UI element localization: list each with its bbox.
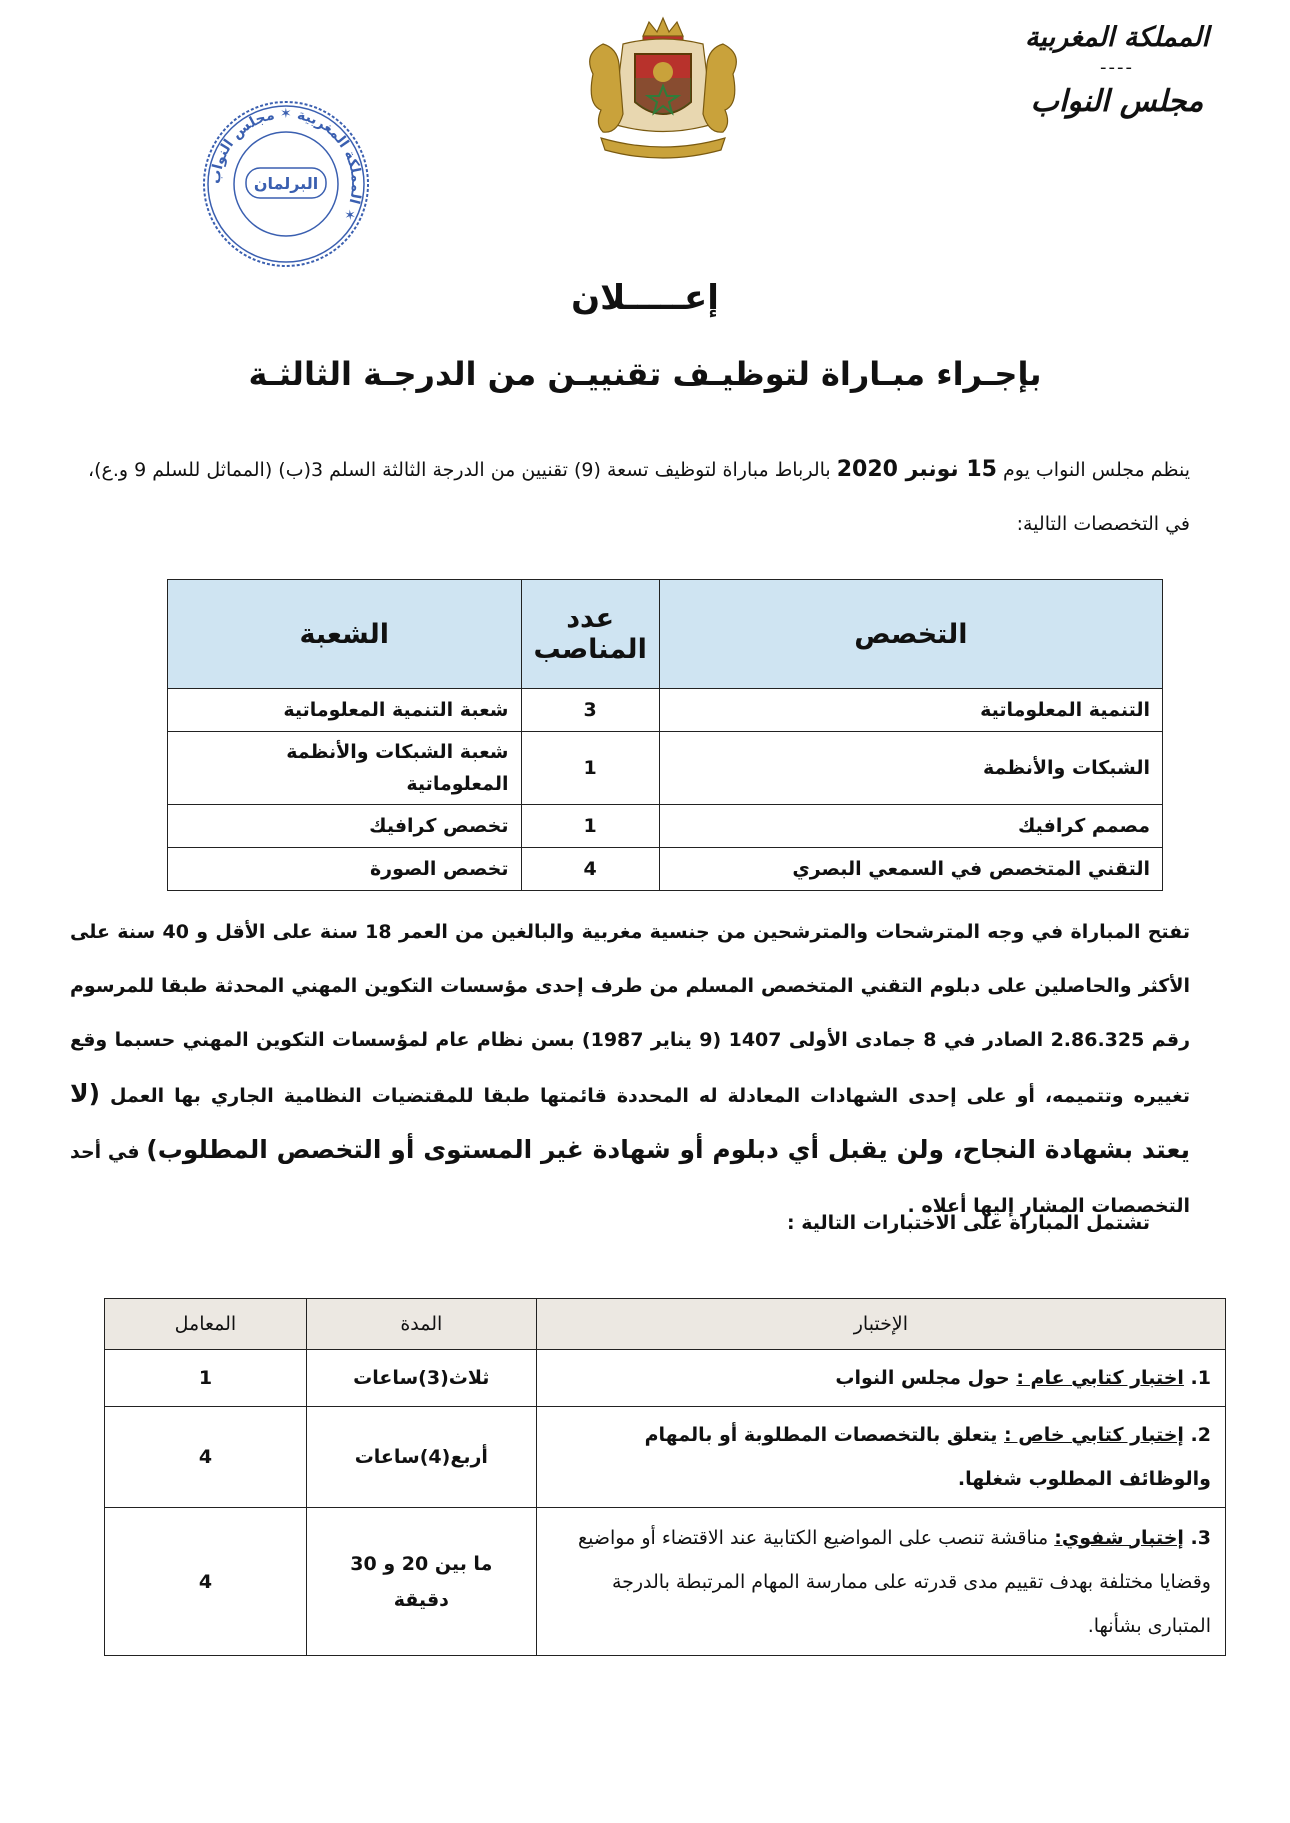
cell-branch: شعبة التنمية المعلوماتية: [168, 689, 522, 732]
cell-coefficient: 4: [105, 1508, 307, 1656]
cell-specialty: الشبكات والأنظمة: [659, 732, 1162, 805]
table-header-row: [168, 580, 1163, 689]
cell-duration: أربع(4)ساعات: [306, 1407, 536, 1508]
announcement-subtitle: بإجـراء مبـاراة لتوظيـف تقنييـن من الدرجـة الثالثـة: [248, 355, 1042, 393]
exam-description: حول مجلس النواب: [835, 1367, 1017, 1389]
coat-of-arms-icon: [573, 14, 753, 164]
cell-coefficient: 4: [105, 1407, 307, 1508]
header-branch: الشعبة: [168, 580, 522, 689]
intro-text-1: ينظم مجلس النواب يوم: [996, 459, 1190, 481]
letterhead: [1002, 22, 1232, 119]
specialties-table: [167, 579, 1163, 891]
cell-coefficient: 1: [105, 1350, 307, 1407]
table-row: [105, 1508, 1226, 1656]
cell-branch: تخصص الصورة: [168, 848, 522, 891]
cell-positions: 3: [521, 689, 659, 732]
intro-text-2: بالرباط مباراة لتوظيف تسعة (9) تقنيين من الدرجة الثالثة السلم 3(ب) (المماثل للسلم 9 و.ع)، في التخصصات التالية:: [88, 459, 1190, 535]
eligibility-text: تفتح المباراة في وجه المترشحات والمترشحين من جنسية مغربية والبالغين من العمر 18 سنة على الأقل و 40 سنة على الأكثر والحاصلين على دبلوم التقني المتخصص المسلم من طرف إحدى مؤسسات التكوين المهني المحدثة طبقا للمرسوم رقم 2.86.325 الصادر في 8 جمادى الأولى 1407 (9 يناير 1987) بسن نظام عام لمؤسسات التكوين المهني حسبما وقع تغييره وتتميمه، أو على إحدى الشهادات المعادلة له المحددة قائمتها طبقا للمقتضيات النظامية الجاري بها العمل: [70, 921, 1191, 1107]
exam-number: 1.: [1190, 1367, 1211, 1389]
table-header-row: [105, 1299, 1226, 1350]
official-stamp: [200, 98, 372, 270]
header-coefficient: المعامل: [105, 1299, 307, 1350]
eligibility-tail: في أحد التخصصات المشار إليها أعلاه .: [70, 1141, 1190, 1217]
exam-label: اختبار كتابي عام :: [1016, 1367, 1184, 1389]
eligibility-emphasis: (لا يعتد بشهادة النجاح، ولن يقبل أي دبلوم أو شهادة غير المستوى أو التخصص المطلوب): [70, 1079, 1190, 1164]
exam-label: إختبار كتابي خاص :: [1004, 1424, 1184, 1446]
kingdom-name: المملكة المغربية: [1024, 22, 1210, 53]
header-exam: الإختبار: [536, 1299, 1225, 1350]
cell-positions: 1: [521, 732, 659, 805]
intro-paragraph: [88, 443, 1190, 551]
exam-label: إختبار شفوي:: [1054, 1526, 1184, 1549]
cell-branch: شعبة الشبكات والأنظمة المعلوماتية: [168, 732, 522, 805]
eligibility-paragraph: [70, 905, 1190, 1233]
cell-duration: ثلاث(3)ساعات: [306, 1350, 536, 1407]
table-row: [168, 689, 1163, 732]
header-separator: ----: [1100, 57, 1134, 78]
exam-description: يتعلق بالتخصصات المطلوبة أو بالمهام والوظائف المطلوب شغلها.: [644, 1424, 1211, 1490]
cell-exam: [536, 1508, 1225, 1656]
stamp-inner-text: البرلمان: [253, 174, 319, 193]
cell-exam: [536, 1350, 1225, 1407]
exams-table: [104, 1298, 1226, 1656]
table-row: [105, 1407, 1226, 1508]
header-specialty: التخصص: [659, 580, 1162, 689]
table-row: [168, 805, 1163, 848]
cell-positions: 4: [521, 848, 659, 891]
cell-positions: 1: [521, 805, 659, 848]
cell-specialty: مصمم كرافيك: [659, 805, 1162, 848]
cell-exam: [536, 1407, 1225, 1508]
cell-specialty: التقني المتخصص في السمعي البصري: [659, 848, 1162, 891]
table-row: [168, 732, 1163, 805]
cell-duration: ما بين 20 و 30 دقيقة: [306, 1508, 536, 1656]
intro-date: 15 نونبر 2020: [836, 457, 997, 482]
exam-number: 3.: [1190, 1526, 1211, 1549]
exam-number: 2.: [1190, 1424, 1211, 1446]
stamp-outer-text: المملكة المغربية ✶ مجلس النواب ✶: [207, 105, 365, 224]
exam-description: مناقشة تنصب على المواضيع الكتابية عند الاقتضاء أو مواضيع وقضايا مختلفة بهدف تقييم مدى قدرته على ممارسة المهام المرتبطة بالدرجة المتبارى بشأنها.: [578, 1526, 1211, 1637]
table-row: [105, 1350, 1226, 1407]
table-row: [168, 848, 1163, 891]
exams-intro: تشتمل المباراة على الاختبارات التالية :: [787, 1212, 1150, 1234]
cell-branch: تخصص كرافيك: [168, 805, 522, 848]
announcement-title: إعـــــلان: [571, 278, 719, 318]
cell-specialty: التنمية المعلوماتية: [659, 689, 1162, 732]
header-duration: المدة: [306, 1299, 536, 1350]
house-name: مجلس النواب: [1030, 84, 1204, 119]
header-positions: عدد المناصب: [521, 580, 659, 689]
